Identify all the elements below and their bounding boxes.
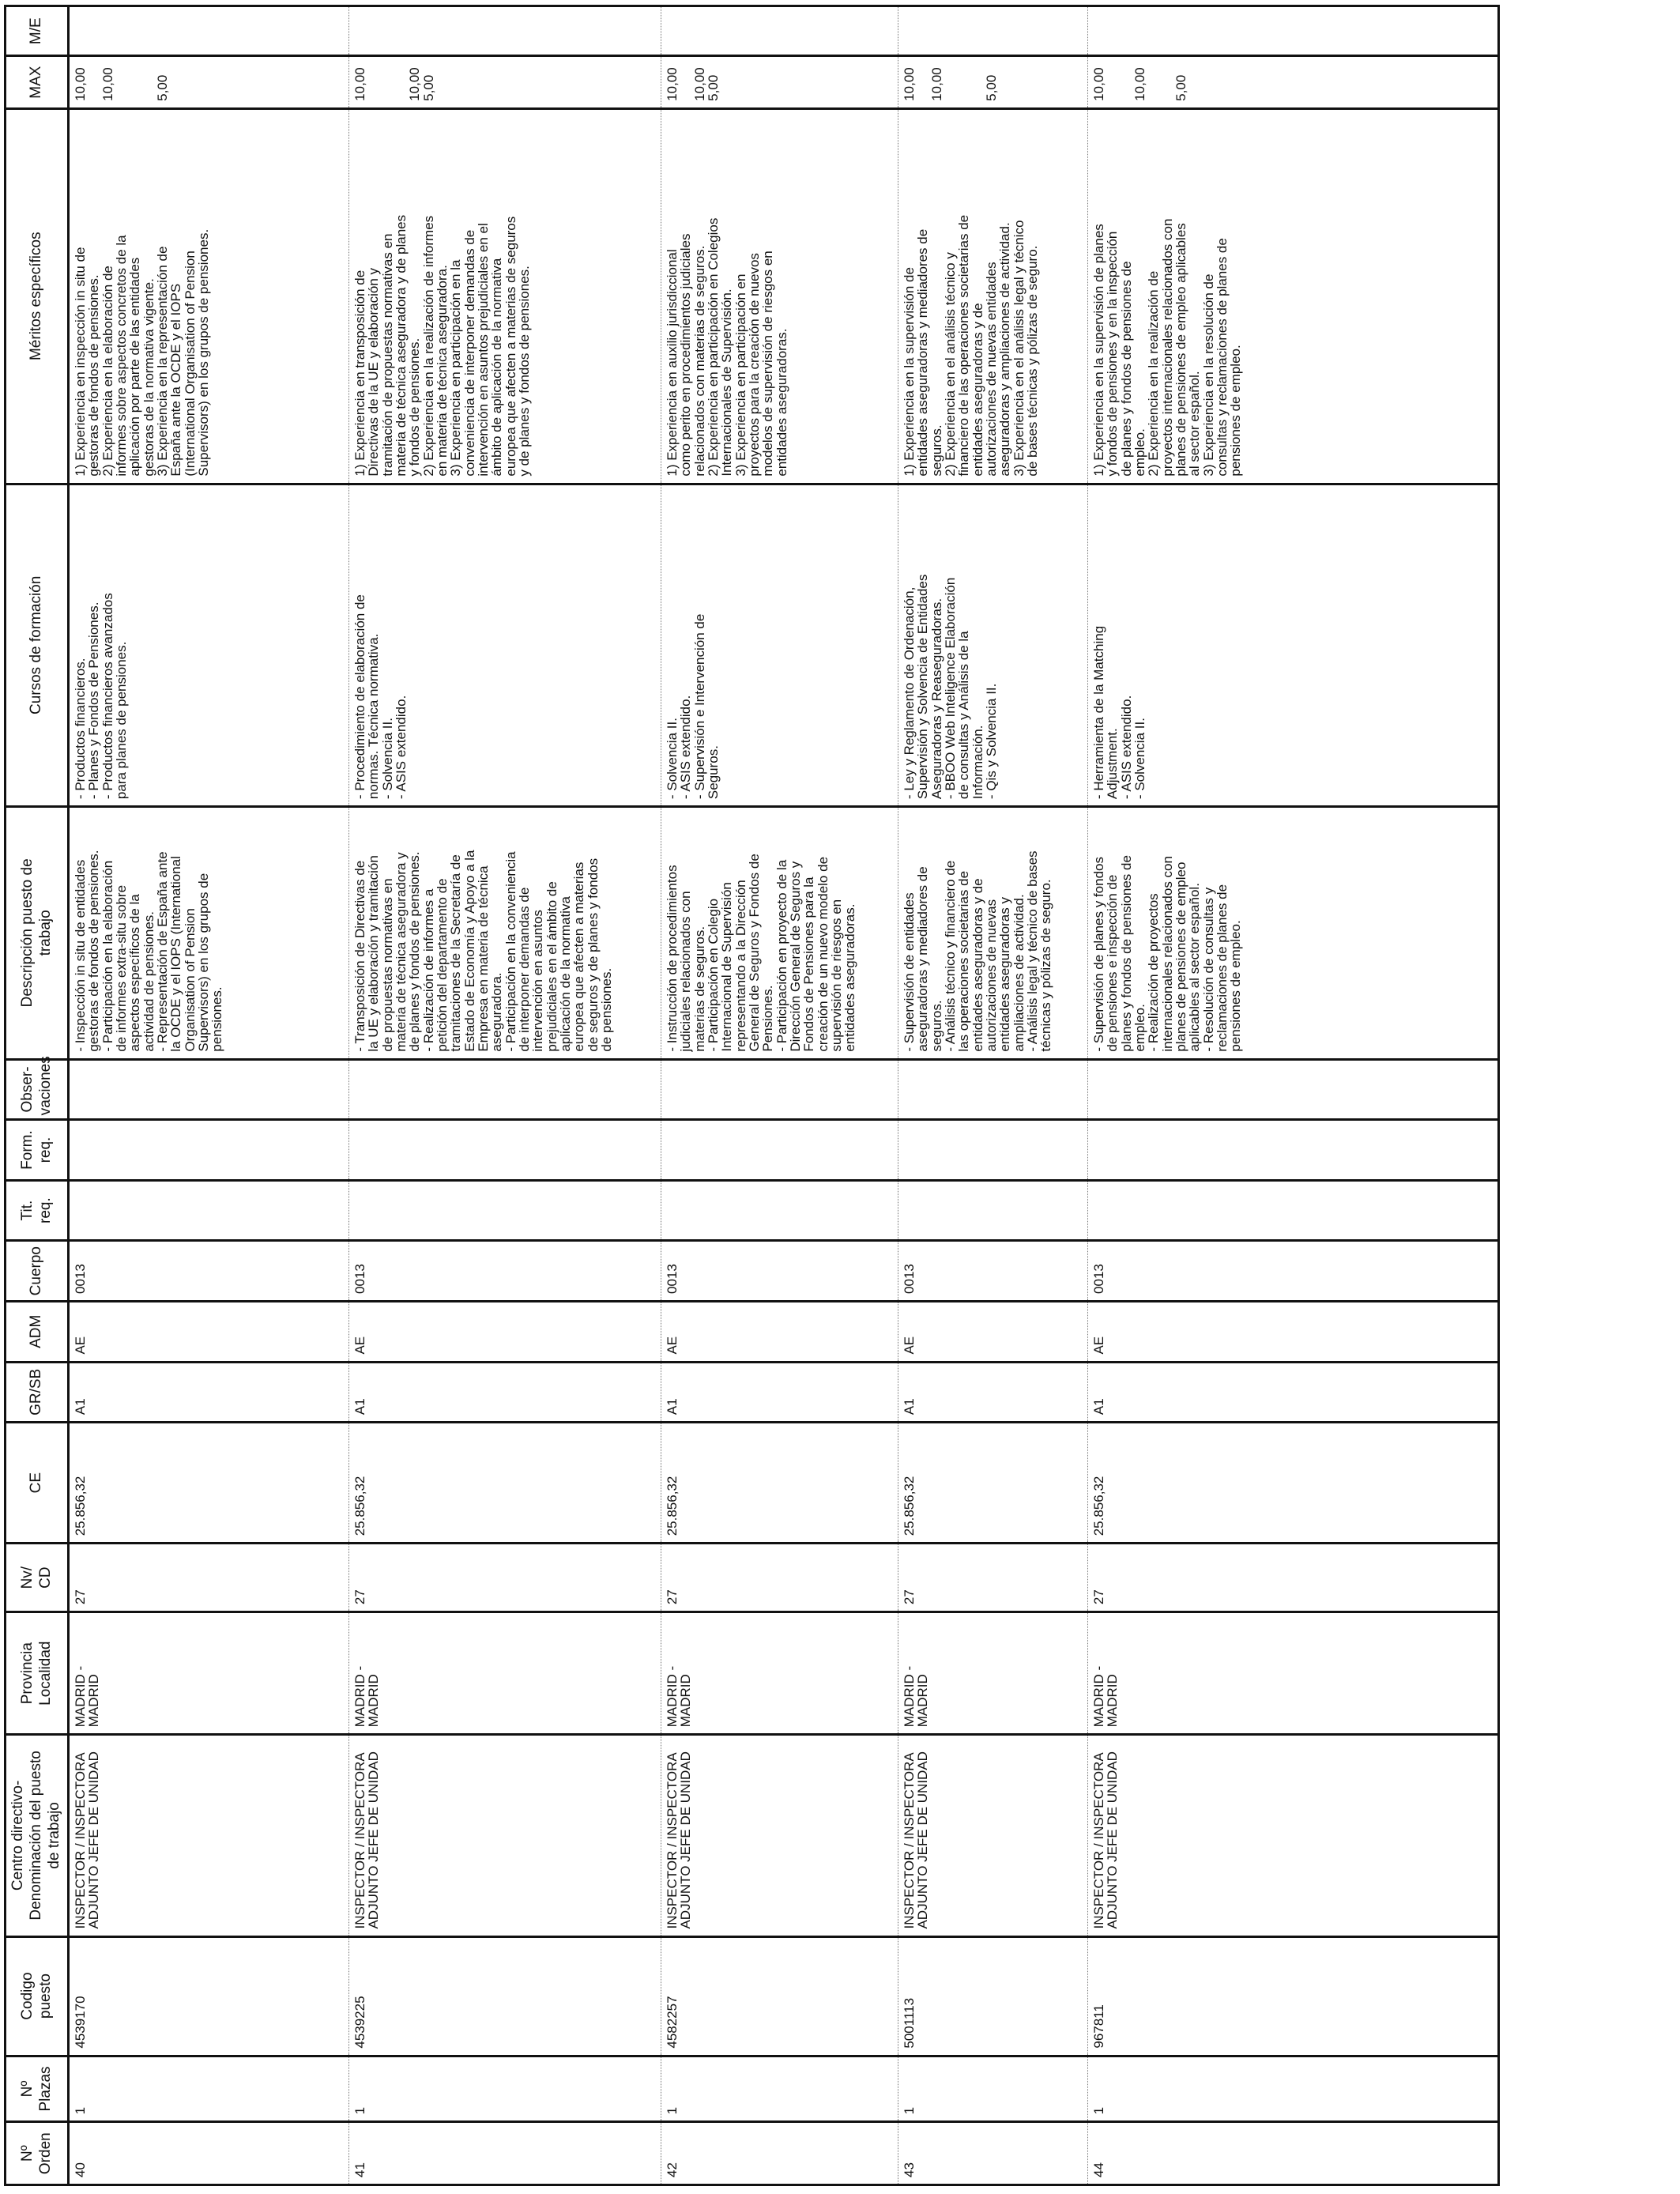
cell-meritos: 1) Experiencia en la supervisión de planes y fondos de pensiones y en la inspección de planes y fondos de pensiones de empleo. 2) Experiencia en la realización de proyectos internacionales relacionados con planes de pensiones de empleo aplicables al sector español. 3) Experiencia en la resolución de consultas y reclamaciones de planes de pensiones de empleo. [1088,108,1499,484]
cell-cursos: - Procedimiento de elaboración de normas. Técnica normativa. - Solvencia II. - ASIS extendido. [349,484,661,806]
header-form: Form. req. [6,1120,69,1181]
header-codigo: Codigo puesto [6,1936,69,2056]
cell-descripcion: - Instrucción de procedimientos judiciales relacionados con materias de seguros. - Participación en Colegio Internacional de Supervisión representando a la Dirección General de Seguros y Fondos de Pensiones. - Participación en proyecto de la Dirección General de Seguros y Fondos de Pensiones para la creación de un nuevo modelo de supervisión de riesgos en entidades aseguradoras. [661,807,898,1060]
cell-descripcion: - Inspección in situ de entidades gestoras de fondos de pensiones. - Participación en la elaboración de informes extra-situ sobre aspectos específicos de la actividad de pensiones. - Representación de España ante la OCDE y el IOPS (International Organisation of Pension Supervisors) en los grupos de pensiones. [69,807,349,1060]
cell-descripcion: - Supervisión de planes y fondos de pensiones e inspección de planes y fondos de pensiones de empleo. - Realización de proyectos internacionales relacionados con planes de pensiones de empleo aplicables al sector español. - Resolución de consultas y reclamaciones de planes de pensiones de empleo. [1088,807,1499,1060]
cell-form [661,1120,898,1181]
cell-ce: 25.856,32 [349,1423,661,1544]
cell-obs [69,1059,349,1120]
cell-tit [349,1180,661,1241]
cell-max: 10,00 10,00 5,00 [898,56,1088,108]
header-max: MAX [6,56,69,108]
cell-form [69,1120,349,1181]
cell-descripcion: - Supervisión de entidades aseguradoras y mediadores de seguros. - Análisis técnico y financiero de las operaciones societarias de entidades aseguradoras y de autorizaciones de nuevas entidades aseguradoras y ampliaciones de actividad. - Análisis legal y técnico de bases técnicas y pólizas de seguro. [898,807,1088,1060]
cell-obs [661,1059,898,1120]
cell-form [349,1120,661,1181]
cell-ce: 25.856,32 [1088,1423,1499,1544]
cell-cuerpo: 0013 [69,1241,349,1302]
table-row [661,6,898,2185]
cell-provincia: MADRID - MADRID [1088,1612,1499,1735]
header-row [6,6,69,2185]
cell-centro: INSPECTOR / INSPECTORA ADJUNTO JEFE DE UNIDAD [69,1735,349,1936]
cell-max: 10,00 10,00 5,00 [69,56,349,108]
cell-nivel: 27 [1088,1544,1499,1612]
cell-cursos: - Productos financieros. - Planes y Fondos de Pensiones. - Productos financieros avanzados para planes de pensiones. [69,484,349,806]
cell-orden: 41 [349,2122,661,2185]
cell-orden: 40 [69,2122,349,2185]
cell-provincia: MADRID - MADRID [349,1612,661,1735]
table-row [898,6,1088,2185]
cell-codigo: 4582257 [661,1936,898,2056]
cell-nivel: 27 [661,1544,898,1612]
cell-provincia: MADRID - MADRID [898,1612,1088,1735]
header-ce: CE [6,1423,69,1544]
header-grupo: GR/SB [6,1362,69,1423]
cell-grupo: A1 [1088,1362,1499,1423]
cell-meritos: 1) Experiencia en transposición de Directivas de la UE y elaboración y tramitación de propuestas normativas en materia de técnica aseguradora y de planes y fondos de pensiones. 2) Experiencia en la realización de informes en materia de técnica aseguradora. 3) Experiencia en participación en la conveniencia de interponer demandas de intervención en asuntos prejudiciales en el ámbito de aplicación de la normativa europea que afecten a materias de seguros y de planes y fondos de pensiones. [349,108,661,484]
cell-obs [349,1059,661,1120]
header-meritos: Méritos específicos [6,108,69,484]
table-row [349,6,661,2185]
table-row [1088,6,1499,2185]
cell-codigo: 4539170 [69,1936,349,2056]
cell-cursos: - Solvencia II. - ASIS extendido. - Supervisión e Intervención de Seguros. [661,484,898,806]
cell-grupo: A1 [898,1362,1088,1423]
header-provincia: Provincia Localidad [6,1612,69,1735]
cell-centro: INSPECTOR / INSPECTORA ADJUNTO JEFE DE UNIDAD [1088,1735,1499,1936]
cell-codigo: 5001113 [898,1936,1088,2056]
cell-tit [661,1180,898,1241]
cell-cuerpo: 0013 [898,1241,1088,1302]
cell-obs [1088,1059,1499,1120]
cell-me [349,6,661,56]
cell-tit [898,1180,1088,1241]
cell-adm: AE [349,1301,661,1362]
cell-ce: 25.856,32 [898,1423,1088,1544]
cell-adm: AE [1088,1301,1499,1362]
cell-plazas: 1 [1088,2056,1499,2122]
header-centro: Centro directivo- Denominación del puesto de trabajo [6,1735,69,1936]
cell-descripcion: - Transposición de Directivas de la UE y elaboración y tramitación de propuestas normativas en materia de técnica aseguradora y de planes y fondos de pensiones. - Realización de informes a petición del departamento de tramitaciones de la Secretaría de Estado de Economía y Apoyo a la Empresa en materia de técnica aseguradora. - Participación en la conveniencia de interponer demandas de intervención en asuntos prejudiciales en el ámbito de aplicación de la normativa europea que afecten a materias de seguros y de planes y fondos de pensiones. [349,807,661,1060]
cell-max: 10,00 10,00 5,00 [349,56,661,108]
cell-cuerpo: 0013 [349,1241,661,1302]
cell-cursos: - Herramienta de la Matching Adjustment. - ASIS extendido. - Solvencia II. [1088,484,1499,806]
cell-orden: 43 [898,2122,1088,2185]
cell-plazas: 1 [661,2056,898,2122]
header-adm: ADM [6,1301,69,1362]
cell-plazas: 1 [69,2056,349,2122]
table-row [69,6,349,2185]
cell-provincia: MADRID - MADRID [69,1612,349,1735]
cell-me [898,6,1088,56]
header-cursos: Cursos de formación [6,484,69,806]
cell-form [1088,1120,1499,1181]
cell-obs [898,1059,1088,1120]
cell-centro: INSPECTOR / INSPECTORA ADJUNTO JEFE DE UNIDAD [349,1735,661,1936]
header-me: M/E [6,6,69,56]
cell-meritos: 1) Experiencia en auxilio jurisdiccional como perito en procedimientos judiciales relacionados con materias de seguros. 2) Experiencia en participación en Colegios Internacionales de Supervisión. 3) Experiencia en participación en proyectos para la creación de nuevos modelos de supervisión de riesgos en entidades aseguradoras. [661,108,898,484]
job-positions-table [4,5,1500,2186]
cell-adm: AE [69,1301,349,1362]
cell-adm: AE [661,1301,898,1362]
cell-me [661,6,898,56]
header-plazas: Nº Plazas [6,2056,69,2122]
header-orden: Nº Orden [6,2122,69,2185]
cell-codigo: 967811 [1088,1936,1499,2056]
cell-meritos: 1) Experiencia en inspección in situ de gestoras de fondos de pensiones. 2) Experiencia en la elaboración de informes sobre aspectos concretos de la aplicación por parte de las entidades gestoras de la normativa vigente. 3) Experiencia en la representación de España ante la OCDE y el IOPS (International Organisation of Pension Supervisors) en los grupos de pensiones. [69,108,349,484]
cell-centro: INSPECTOR / INSPECTORA ADJUNTO JEFE DE UNIDAD [661,1735,898,1936]
cell-nivel: 27 [349,1544,661,1612]
cell-max: 10,00 10,00 5,00 [1088,56,1499,108]
cell-cuerpo: 0013 [1088,1241,1499,1302]
cell-form [898,1120,1088,1181]
cell-meritos: 1) Experiencia en la supervisión de entidades aseguradoras y mediadores de seguros. 2) Experiencia en el análisis técnico y financiero de las operaciones societarias de entidades aseguradoras y de autorizaciones de nuevas entidades aseguradoras y ampliaciones de actividad. 3) Experiencia en el análisis legal y técnico de bases técnicas y pólizas de seguro. [898,108,1088,484]
cell-tit [1088,1180,1499,1241]
cell-tit [69,1180,349,1241]
header-cuerpo: Cuerpo [6,1241,69,1302]
header-descripcion: Descripción puesto de trabajo [6,807,69,1060]
cell-grupo: A1 [349,1362,661,1423]
header-obs: Obser- vaciones [6,1059,69,1120]
cell-plazas: 1 [349,2056,661,2122]
cell-codigo: 4539225 [349,1936,661,2056]
header-tit: Tit. req. [6,1180,69,1241]
cell-me [1088,6,1499,56]
cell-cursos: - Ley y Reglamento de Ordenación, Supervisión y Solvencia de Entidades Aseguradoras y Reaseguradoras. - BBOO Web Inteligence Elaboración de consultas y Análisis de la Información. - Qis y Solvencia II. [898,484,1088,806]
cell-orden: 42 [661,2122,898,2185]
cell-ce: 25.856,32 [69,1423,349,1544]
cell-plazas: 1 [898,2056,1088,2122]
cell-provincia: MADRID - MADRID [661,1612,898,1735]
cell-max: 10,00 10,00 5,00 [661,56,898,108]
cell-nivel: 27 [898,1544,1088,1612]
cell-me [69,6,349,56]
header-nivel: Nv/ CD [6,1544,69,1612]
cell-grupo: A1 [69,1362,349,1423]
cell-centro: INSPECTOR / INSPECTORA ADJUNTO JEFE DE UNIDAD [898,1735,1088,1936]
cell-orden: 44 [1088,2122,1499,2185]
cell-adm: AE [898,1301,1088,1362]
cell-grupo: A1 [661,1362,898,1423]
cell-nivel: 27 [69,1544,349,1612]
cell-ce: 25.856,32 [661,1423,898,1544]
cell-cuerpo: 0013 [661,1241,898,1302]
